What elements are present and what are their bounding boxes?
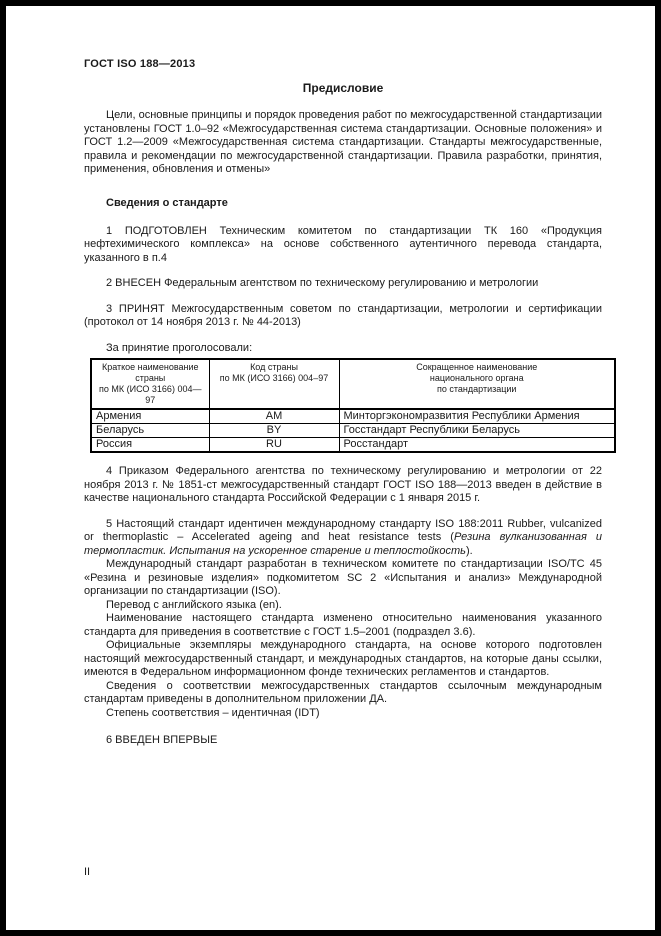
table-cell-country: Армения (91, 409, 209, 424)
vote-caption: За принятие проголосовали: (106, 341, 253, 354)
item-5-identity (84, 518, 602, 559)
table-cell-code: AM (209, 409, 339, 424)
paragraph-translation: Перевод с английского языка (en). (106, 598, 282, 611)
item-5-closing: ). (465, 544, 473, 557)
table-row (91, 438, 615, 453)
table-cell-code: BY (209, 424, 339, 438)
voting-table-body (91, 409, 615, 452)
voting-table (90, 358, 616, 453)
section-heading: Сведения о стандарте (106, 196, 228, 209)
paragraph-degree: Степень соответствия – идентичная (IDT) (106, 706, 320, 719)
table-cell-country: Беларусь (91, 424, 209, 438)
table-row (91, 409, 615, 424)
document-code: ГОСТ ISO 188—2013 (84, 58, 196, 70)
intro-paragraph: Цели, основные принципы и порядок проведения работ по межгосударственной стандартизации установлены ГОСТ 1.0–92 «Межгосударственная система стандартизации. Основные положения» и ГОСТ 1.2—2009 «Межгосударственная система стандартизации. Стандарты межгосударственные, правила и рекомендации по межгосударственной стандартизации. Правила разработки, принятия, применения, обновления и отмены» (84, 109, 602, 175)
table-cell-org: Минторгэкономразвития Республики Армения (339, 409, 615, 424)
page-title: Предисловие (302, 81, 384, 95)
paragraph-rename: Наименование настоящего стандарта изменено относительно наименования указанного стандарта для приведения в соответствие с ГОСТ 1.5–2001 (подраздел 3.6). (84, 612, 602, 638)
page-number: II (84, 866, 91, 878)
paragraph-compliance-info: Сведения о соответствии межгосударственных стандартов ссылочным международным стандартам приведены в дополнительном приложении ДА. (84, 679, 602, 705)
item-2-submitted: 2 ВНЕСЕН Федеральным агентством по техническому регулированию и метрологии (106, 277, 539, 289)
voting-table-head (91, 359, 615, 409)
table-header-code: Код страны по МК (ИСО 3166) 004–97 (209, 359, 339, 409)
table-cell-org: Росстандарт (339, 438, 615, 453)
item-5-text: 5 Настоящий стандарт идентичен международному стандарту ISO 188:2011 Rubber, vulcanized or thermoplastic – Accelerated ageing and heat resistance tests ( (84, 517, 602, 543)
item-3-adopted: 3 ПРИНЯТ Межгосударственным советом по стандартизации, метрологии и сертификации (протокол от 14 ноября 2013 г. № 44-2013) (84, 302, 602, 328)
table-row (91, 424, 615, 438)
table-header-row (91, 359, 615, 409)
paragraph-official-copies: Официальные экземпляры международного стандарта, на основе которого подготовлен настоящий межгосударственный стандарт, и международных стандартов, на которые даны ссылки, имеются в Федеральном информационном фонде технических регламентов и стандартов. (84, 639, 602, 678)
paragraph-international-committee: Международный стандарт разработан в техническом комитете по стандартизации ISO/ТС 45 «Резина и резиновые изделия» подкомитетом SC 2 «Испытания и анализ» Международной организации по стандартизации (ISO). (84, 558, 602, 597)
item-1-prepared: 1 ПОДГОТОВЛЕН Техническим комитетом по стандартизации ТК 160 «Продукция нефтехимического комплекса» на основе собственного аутентичного перевода стандарта, указанного в п.4 (84, 224, 602, 264)
table-header-country: Краткое наименование страны по МК (ИСО 3166) 004— 97 (91, 359, 209, 409)
table-header-org: Сокращенное наименование национального органа по стандартизации (339, 359, 615, 409)
item-6-introduced: 6 ВВЕДЕН ВПЕРВЫЕ (106, 734, 218, 746)
table-cell-code: RU (209, 438, 339, 453)
item-4-order: 4 Приказом Федерального агентства по техническому регулированию и метрологии от 22 ноября 2013 г. № 1851-ст межгосударственный стандарт ГОСТ ISO 188—2013 введен в действие в качестве национального стандарта Российской Федерации с 1 января 2015 г. (84, 465, 602, 504)
item-5-russian-title: Резина вулканизованная и термопластик. Испытания на ускоренное старение и теплостойкость (84, 531, 602, 557)
table-cell-country: Россия (91, 438, 209, 453)
table-cell-org: Госстандарт Республики Беларусь (339, 424, 615, 438)
